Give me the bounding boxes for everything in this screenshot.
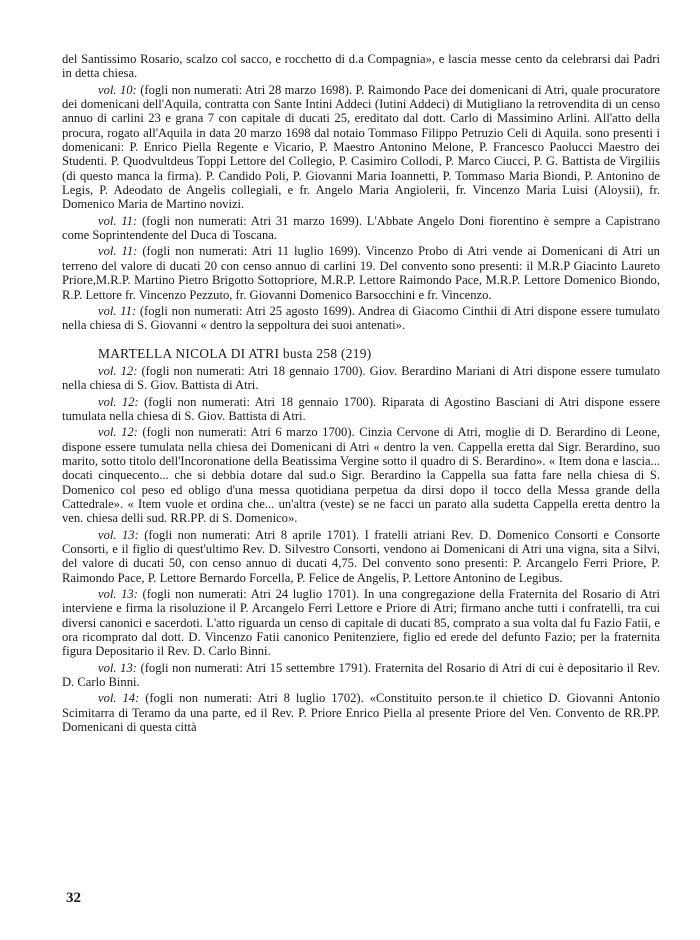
volume-ref: vol. 12: (98, 425, 138, 440)
entry-text: (fogli non numerati: Atri 18 gennaio 1700). Riparata di Agostino Basciani di Atri dispone essere tumulata nella chiesa di S. Giov. Battista di Atri. (62, 394, 660, 423)
entry-text: (fogli non numerati: Atri 8 luglio 1702). «Constituito person.te il chietico D. Giovanni Antonio Scimitarra di Teramo da una parte, ed il Rev. P. Priore Enrico Piella al presente Priore del Ven. Convento de RR.PP. Domenicani di questa città (62, 691, 660, 735)
volume-ref: vol. 11: (98, 303, 137, 318)
entry-paragraph (62, 661, 660, 690)
entry-text: (fogli non numerati: Atri 8 aprile 1701). I fratelli atriani Rev. D. Domenico Consorti e Consorte Consorti, e il figlio di quest'ultimo Rev. D. Silvestro Consorti, vendono ai Domenicani di Atri una vigna, sita a Silvi, del valore di ducati 50, con censo annuo di ducati 4,75. Del convento sono presenti: P. Arcangelo Ferri Priore, P. Raimondo Pace, P. Lettore Bernardo Forcella, P. Felice de Angelis, P. Lettore Antonino de Legibus. (62, 527, 660, 585)
entry-paragraph (62, 587, 660, 659)
entry-text: (fogli non numerati: Atri 18 gennaio 1700). Giov. Berardino Mariani di Atri dispone essere tumulato nella chiesa di S. Giov. Battista di Atri. (62, 363, 660, 393)
document-page (62, 52, 660, 736)
entry-paragraph (62, 214, 660, 243)
volume-ref: vol. 10: (98, 82, 137, 97)
entry-paragraph (62, 364, 660, 393)
volume-ref: vol. 14: (98, 691, 140, 706)
entries-group-b (62, 364, 660, 735)
volume-ref: vol. 12: (98, 363, 138, 378)
section-heading: MARTELLA NICOLA DI ATRI busta 258 (219) (98, 345, 372, 361)
entry-paragraph (62, 528, 660, 585)
page-number: 32 (66, 890, 81, 906)
volume-ref: vol. 11: (98, 213, 138, 228)
entry-text: (fogli non numerati: Atri 31 marzo 1699). L'Abbate Angelo Doni fiorentino è sempre a Capistrano come Soprintendente del Duca di Toscana. (62, 213, 660, 243)
entry-text: (fogli non numerati: Atri 25 agosto 1699). Andrea di Giacomo Cinthii di Atri dispone essere tumulato nella chiesa di S. Giovanni « dentro la seppoltura dei suoi antenati». (62, 303, 660, 333)
entry-text: (fogli non numerati: Atri 24 luglio 1701). In una congregazione della Fraternita del Rosario di Atri interviene e firma la risoluzione il P. Arcangelo Ferri Lettore e Priore di Atri; firmano anche tutti i confratelli, tra cui diversi canonici e sacerdoti. L'atto riguarda un censo di capitale di ducati 85, comprato a sua volta dal fu Fazio Fatii, e ora ricomprato dal dott. D. Vincenzo Fatii canonico Penitenziere, figlio ed erede del defunto Fazio; per la fraternita figura Depositario il Rev. D. Carlo Binni. (62, 587, 660, 659)
volume-ref: vol. 13: (98, 587, 138, 602)
volume-ref: vol. 12: (98, 394, 139, 409)
entry-paragraph (62, 244, 660, 301)
entry-paragraph (62, 83, 660, 212)
entry-paragraph (62, 304, 660, 333)
entry-text: (fogli non numerati: Atri 6 marzo 1700). Cinzia Cervone di Atri, moglie di D. Berardino di Leone, dispone essere tumulata nella chiesa dei Domenicani di Atri « dentro la ven. Cappella eretta dal Sigr. Berardino, suo marito, sotto titolo dell'Incoronatione della Beatissima Vergine sotto il quadro di S. Berardino». « Item dona e lascia... docati cinquecento... che si debbia dotare dal sud.o Sigr. Berardino la Cappella sua fatta fare nella chiesa di S. Domenico col peso ed obligo d'una messa quotidiana perpetua da dirsi dopo il tocco della Messa grande della Cattedrale». « Item vuole et ordina che... un'altra (veste) se ne facci un parato alla sudetta Cappella eretta dentro la ven. chiesa delli sud. RR.PP. di S. Domenico». (62, 425, 660, 526)
entry-text: (fogli non numerati: Atri 15 settembre 1791). Fraternita del Rosario di Atri di cui è depositario il Rev. D. Carlo Binni. (62, 660, 660, 690)
volume-ref: vol. 13: (98, 660, 137, 675)
volume-ref: vol. 13: (98, 527, 139, 542)
entry-paragraph (62, 395, 660, 424)
opening-paragraph: del Santissimo Rosario, scalzo col sacco, e rocchetto di d.a Compagnia», e lascia messe cento da celebrarsi dai Padri in detta chiesa. (62, 52, 660, 81)
entry-text: (fogli non numerati: Atri 28 marzo 1698). P. Raimondo Pace dei domenicani di Atri, quale procuratore dei domenicani dell'Aquila, contratta con Sante Intini Addeci (Iutini Addeci) di Mutigliano la retrovendita di un censo annuo di carlini 23 e grana 7 con capitale di ducati 25, ereditato dal dott. Carlo di Massimino Arlini. All'atto della procura, rogato all'Aquila in data 20 marzo 1698 dal notaio Tommaso Filippo Petruzio Celi di Aquila. sono presenti i domenicani: P. Enrico Piella Regente e Vicario, P. Maestro Antonino Melone, P. Francesco Paolucci Maestro dei Studenti. P. Quodvultdeus Toppi Lettore del Collegio, P. Casimiro Collodi, P. Marco Ciucci, P. G. Battista de Virgiliis (di questo manca la firma). P. Candido Poli, P. Giovanni Maria Ioannetti, P. Tommaso Maria Biondi, P. Antonino de Legis, P. Adeodato de Angelis collegiali, e fr. Angelo Maria Angiolerii, fr. Vincenzo Maria Luisi (Aloysii), fr. Domenico Maria de Martino novizi. (62, 82, 660, 212)
entry-text: (fogli non numerati: Atri 11 luglio 1699). Vincenzo Probo di Atri vende ai Domenicani di Atri un terreno del valore di ducati 20 con censo annuo di carlini 19. Del convento sono presenti: il M.R.P Giacinto Laureto Priore,M.R.P. Martino Pietro Brigotto Sottopriore, M.R.P. Lettore Raimondo Pace, M.R.P. Lettore Domenico Biondo, R.P. Lettore fr. Vincenzo Pezzuto, fr. Giovanni Domenico Barsocchini e fr. Vincenzo. (62, 244, 660, 302)
entries-group-a (62, 83, 660, 333)
entry-paragraph (62, 691, 660, 734)
entry-paragraph (62, 425, 660, 525)
volume-ref: vol. 11: (98, 244, 138, 259)
